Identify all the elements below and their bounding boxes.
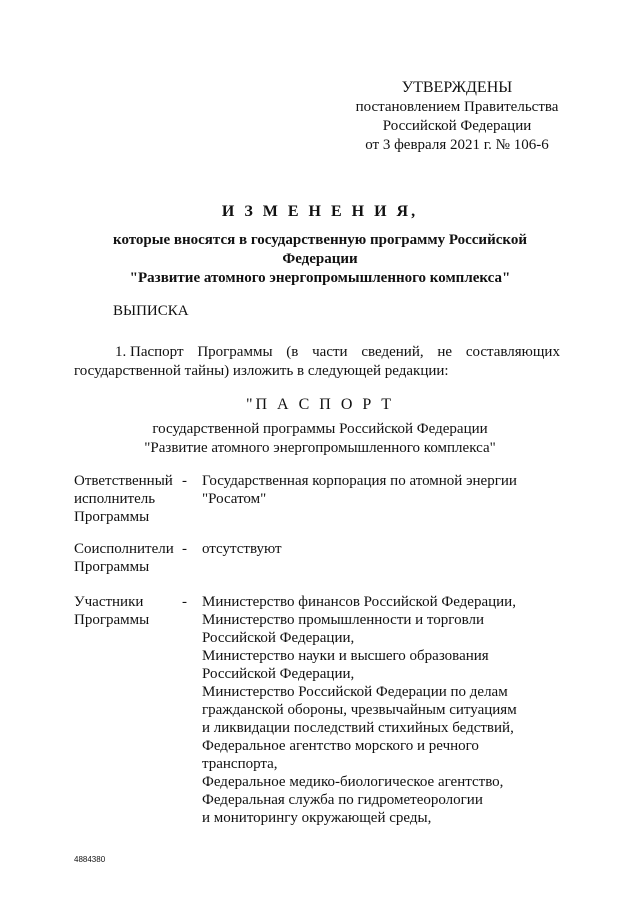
row-value <box>202 593 564 827</box>
passport-row-responsible <box>74 472 564 526</box>
row-label-line: Программы <box>74 612 150 628</box>
passport-title: "П А С П О Р Т <box>245 396 395 413</box>
extract-label: ВЫПИСКА <box>113 303 189 319</box>
passport-subtitle-line-2: "Развитие атомного энергопромышленного комплекса" <box>144 440 496 456</box>
row-label <box>74 472 182 526</box>
changes-subtitle <box>90 231 550 288</box>
approval-line-2: Российской Федерации <box>382 118 532 134</box>
row-value-line: и мониторингу окружающей среды, <box>202 810 432 826</box>
row-value-line: Российской Федерации, <box>202 666 355 682</box>
paragraph-word: Программы <box>197 344 273 360</box>
approval-block <box>352 78 562 155</box>
row-value-line: Министерство промышленности и торговли <box>202 612 484 628</box>
row-label-line: Соисполнители <box>74 541 174 557</box>
row-value <box>202 472 564 526</box>
row-value-line: транспорта, <box>202 756 278 772</box>
row-value-line: и ликвидации последствий стихийных бедствий, <box>202 720 514 736</box>
passport-row-coexecutors <box>74 540 564 576</box>
row-value-line: отсутствуют <box>202 541 282 557</box>
row-label-line: Участники <box>74 594 144 610</box>
row-dash: - <box>182 594 187 610</box>
approval-heading: УТВЕРЖДЕНЫ <box>401 79 513 96</box>
row-value-line: гражданской обороны, чрезвычайным ситуациям <box>202 702 517 718</box>
row-value-line: Министерство науки и высшего образования <box>202 648 489 664</box>
passport-subtitle-line-1: государственной программы Российской Федерации <box>152 421 488 437</box>
row-value-line: Министерство Российской Федерации по делам <box>202 684 508 700</box>
passport-subtitle <box>0 420 640 458</box>
changes-subtitle-line-1: которые вносятся в государственную программу Российской <box>113 232 527 248</box>
row-value-line: Федеральное агентство морского и речного <box>202 738 479 754</box>
row-dash: - <box>182 473 187 489</box>
row-value <box>202 540 564 576</box>
row-value-line: Российской Федерации, <box>202 630 355 646</box>
paragraph-word: не <box>437 344 453 360</box>
row-value-line: "Росатом" <box>202 491 267 507</box>
row-label-line: Программы <box>74 559 150 575</box>
row-label-line: Ответственный <box>74 473 173 489</box>
footer-document-code: 4884380 <box>74 855 106 864</box>
row-label-line: исполнитель <box>74 491 156 507</box>
row-label <box>74 540 182 576</box>
row-value-line: Федеральная служба по гидрометеорологии <box>202 792 483 808</box>
row-value-line: Министерство финансов Российской Федерации, <box>202 594 516 610</box>
approval-line-1: постановлением Правительства <box>355 99 559 115</box>
row-value-line: Федеральное медико-биологическое агентство, <box>202 774 504 790</box>
paragraph-word: сведений, <box>361 344 424 360</box>
paragraph-word: составляющих <box>465 344 560 360</box>
approval-line-3: от 3 февраля 2021 г. № 106-6 <box>365 137 549 153</box>
row-dash: - <box>182 541 187 557</box>
row-label-line: Программы <box>74 509 150 525</box>
paragraph-1-line-2: государственной тайны) изложить в следующей редакции: <box>74 363 449 379</box>
row-label <box>74 593 182 827</box>
paragraph-word: части <box>312 344 348 360</box>
paragraph-word: 1. Паспорт <box>115 344 184 360</box>
changes-subtitle-line-2: Федерации <box>282 251 358 267</box>
paragraph-word: (в <box>286 344 299 360</box>
row-value-line: Государственная корпорация по атомной энергии <box>202 473 517 489</box>
paragraph-1 <box>74 343 560 381</box>
paragraph-1-line-1 <box>74 343 560 362</box>
changes-subtitle-line-3: "Развитие атомного энергопромышленного комплекса" <box>129 270 511 286</box>
passport-row-participants <box>74 593 564 827</box>
changes-title: И З М Е Н Е Н И Я, <box>221 203 419 220</box>
